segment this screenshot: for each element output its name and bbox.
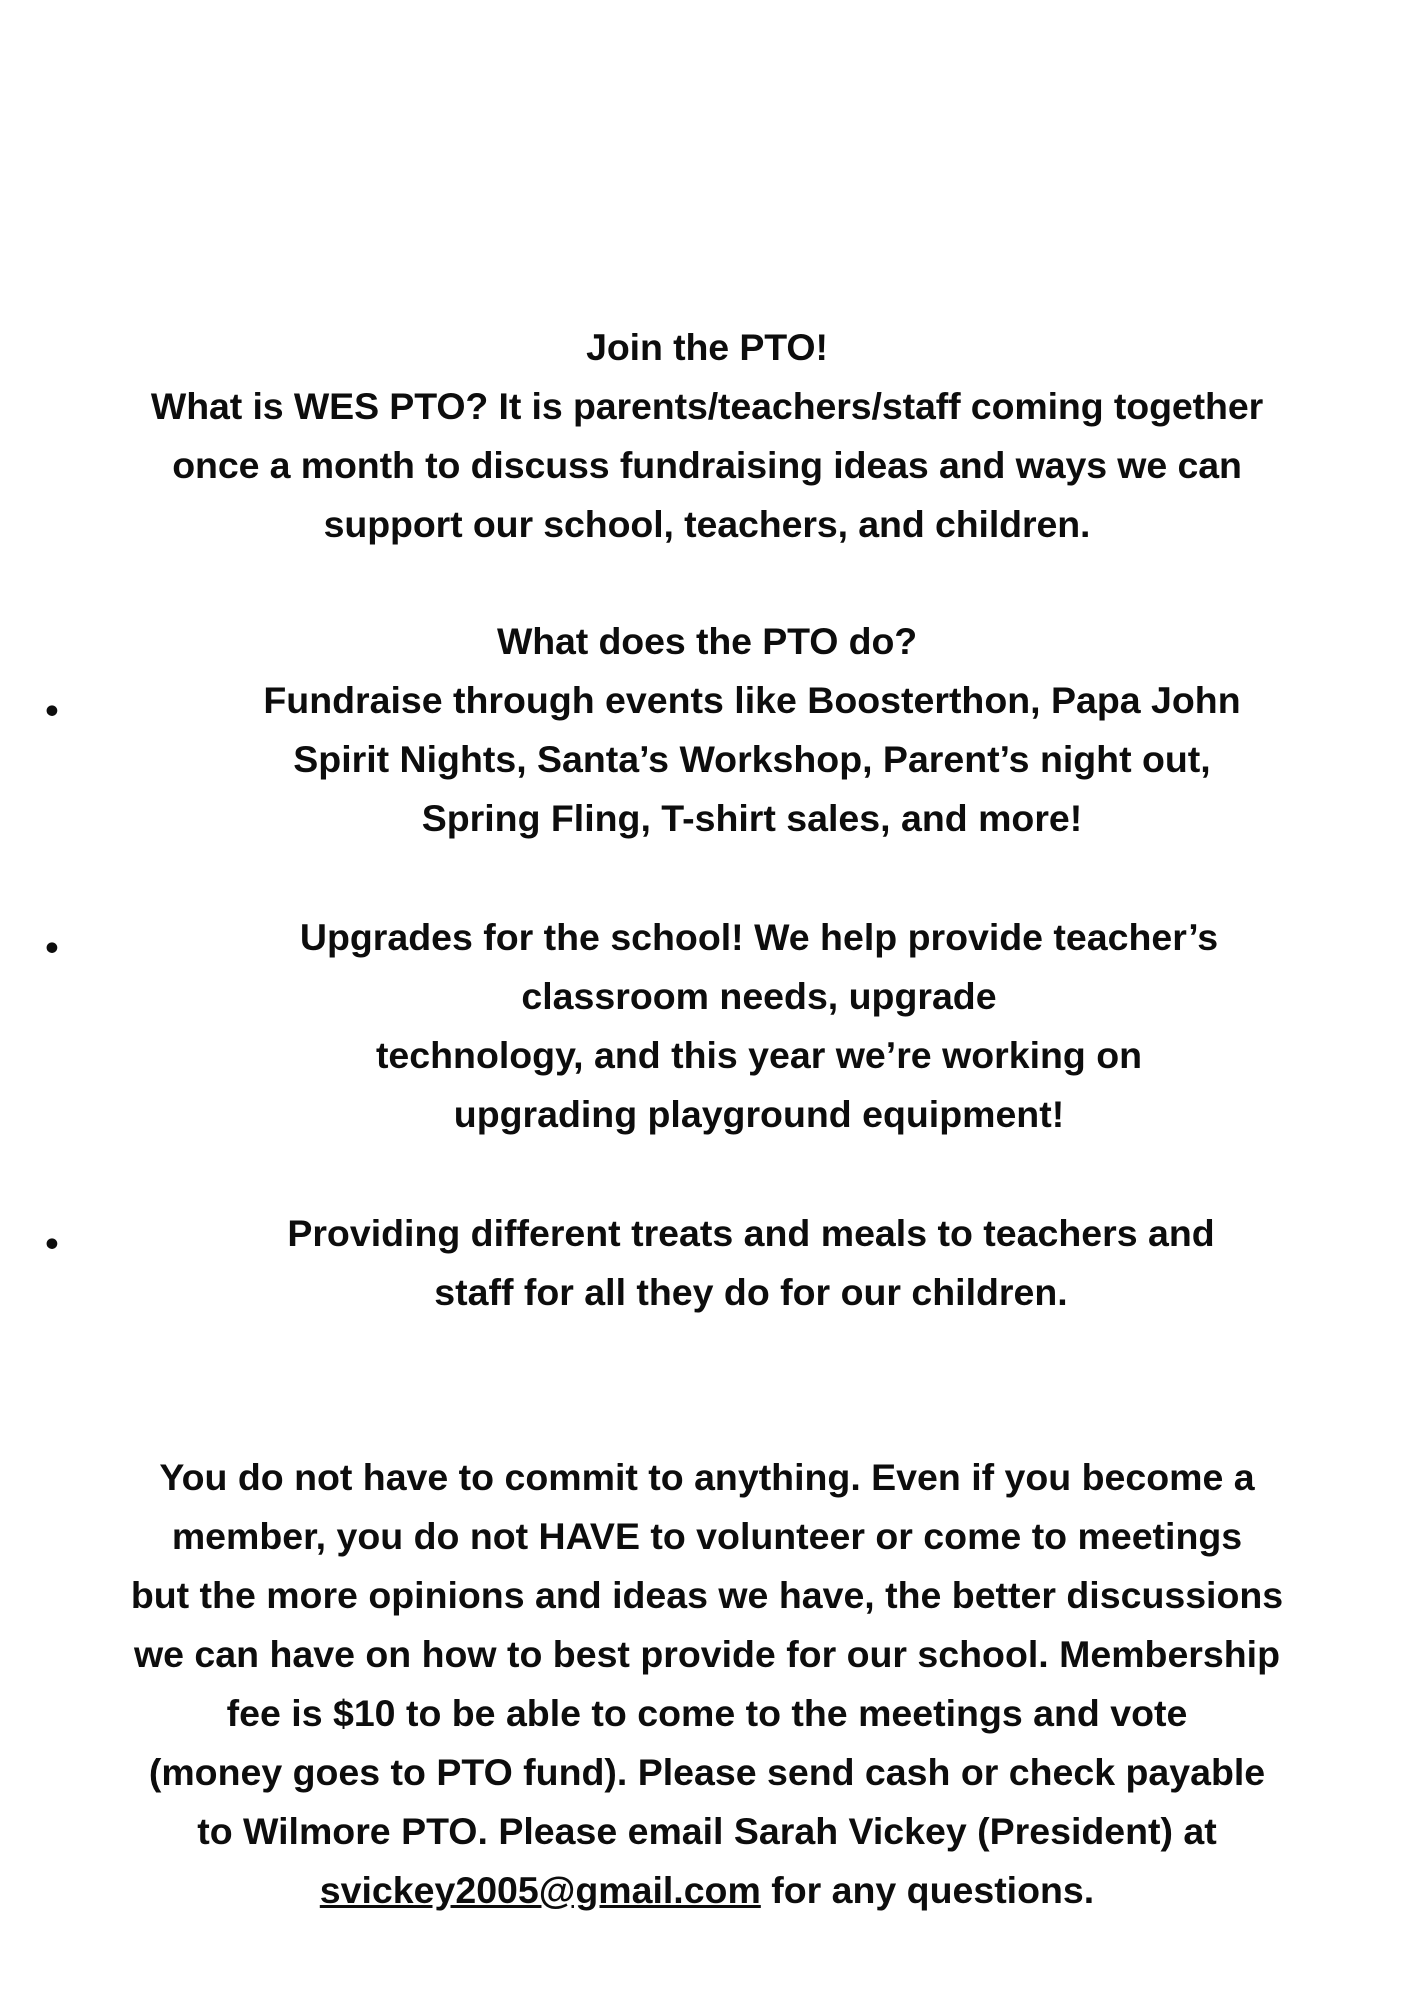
bullet-2-text: [28, 908, 1386, 1144]
bullet-3-line-2: staff for all they do for our children.: [434, 1271, 1068, 1313]
bullet-3-text: [28, 1204, 1386, 1322]
bullet-1-text: [28, 671, 1386, 848]
bullet-item-1: [28, 671, 1386, 848]
email-link[interactable]: svickey2005@gmail.com: [319, 1869, 761, 1911]
closing-line-4: we can have on how to best provide for our school. Membership: [133, 1633, 1280, 1675]
spacer: [28, 1144, 1386, 1204]
closing-line-2: member, you do not HAVE to volunteer or come to meetings: [171, 1515, 1243, 1557]
closing-line-1: You do not have to commit to anything. Even if you become a: [159, 1456, 1255, 1498]
closing-line-6: (money goes to PTO fund). Please send cash or check payable: [148, 1751, 1266, 1793]
closing-email-line: [40, 1861, 1374, 1920]
intro-line-3: support our school, teachers, and children.: [323, 503, 1091, 545]
bullet-point-icon: •: [45, 1222, 59, 1264]
section-heading: What does the PTO do?: [496, 620, 918, 662]
bullet-3-line-1: Providing different treats and meals to teachers and: [287, 1212, 1215, 1254]
bullet-item-2: [28, 908, 1386, 1144]
bullet-2-line-1: Upgrades for the school! We help provide teacher’s: [299, 916, 1219, 958]
closing-line-7: to Wilmore PTO. Please email Sarah Vickey (President) at: [197, 1810, 1217, 1852]
closing-line-5: fee is $10 to be able to come to the meetings and vote: [226, 1692, 1188, 1734]
email-suffix-text: for any questions.: [760, 1869, 1095, 1911]
bullet-item-3: [28, 1204, 1386, 1322]
intro-line-1: What is WES PTO? It is parents/teachers/staff coming together: [150, 385, 1264, 427]
spacer: [28, 848, 1386, 908]
spacer: [28, 554, 1386, 612]
closing-line-3: but the more opinions and ideas we have, the better discussions: [130, 1574, 1284, 1616]
document-body: [28, 0, 1386, 1920]
bullet-point-icon: •: [45, 926, 59, 968]
bullet-2-line-2: classroom needs, upgrade: [521, 975, 997, 1017]
intro-line-2: once a month to discuss fundraising ideas and ways we can: [172, 444, 1242, 486]
bullet-2-line-4: upgrading playground equipment!: [453, 1093, 1065, 1135]
bullet-2-line-3: technology, and this year we’re working on: [375, 1034, 1143, 1076]
bullet-point-icon: •: [45, 689, 59, 731]
closing-paragraph: [28, 1448, 1386, 1920]
intro-heading: Join the PTO!: [586, 326, 828, 368]
bullet-1-line-1: Fundraise through events like Boosterthon, Papa John: [263, 679, 1241, 721]
intro-paragraph: [28, 318, 1386, 554]
bullet-1-line-2: Spirit Nights, Santa’s Workshop, Parent’s night out,: [293, 738, 1211, 780]
spacer: [28, 1322, 1386, 1448]
bullet-1-line-3: Spring Fling, T-shirt sales, and more!: [421, 797, 1083, 839]
